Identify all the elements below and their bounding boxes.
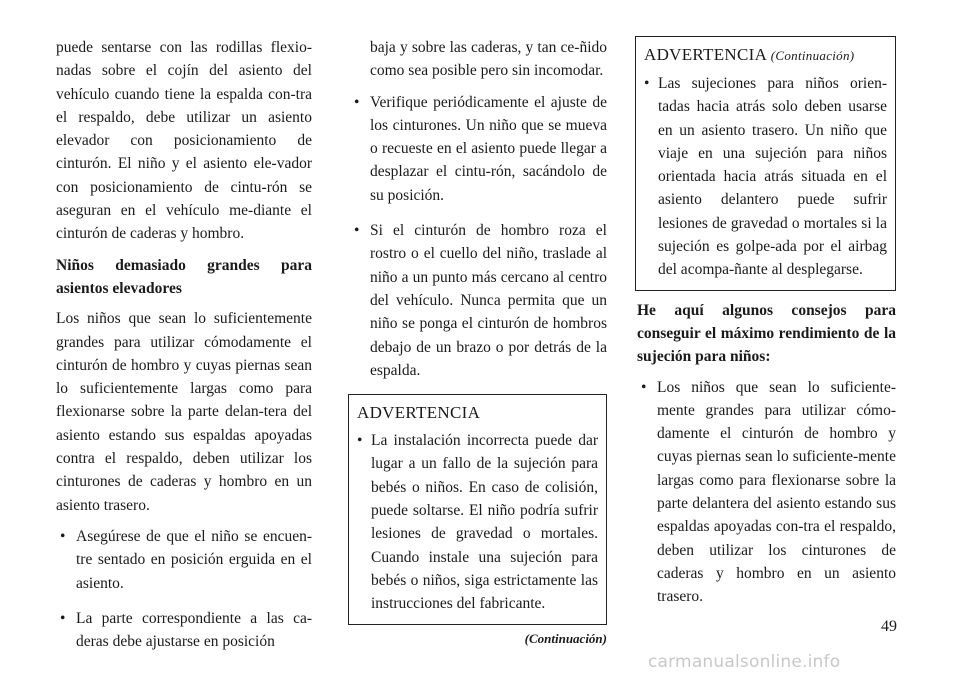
bullet-icon: •: [354, 93, 360, 111]
section-heading: Niños demasiado grandes para asientos elevadores: [56, 256, 312, 297]
bullet-list: [637, 376, 896, 609]
list-item-text: Verifique periódicamente el ajuste de los cinturones. Un niño que se mueva o recueste en el asiento puede llegar a desplazar el cintu-rón, sacándolo de su posición.: [370, 93, 607, 204]
list-item-text: Asegúrese de que el niño se encuen-tre sentado en posición erguida en el asiento.: [76, 527, 312, 592]
warning-title: ADVERTENCIA: [357, 403, 481, 423]
column-left: [56, 36, 312, 665]
continued-label: (Continuación): [524, 630, 607, 646]
paragraph-continued: puede sentarse con las rodillas flexio-nadas sobre el cojín del asiento del vehículo cuando tiene la espalda con-tra el respaldo, debe utilizar un asiento elevador con posicionamiento de cinturón. El niño y el asiento ele-vador con posicionamiento de cintu-rón se aseguran en el vehículo me-diante el cinturón de caderas y hombro.: [56, 39, 312, 243]
bullet-icon: •: [357, 432, 363, 450]
bullet-icon: •: [60, 527, 66, 545]
warning-text: La instalación incorrecta puede dar lugar a un fallo de la sujeción para bebés o niños. En caso de colisión, puede soltarse. El niño podría sufrir lesiones de gravedad o mortales. Cuando instale una sujeción para bebés o niños, siga estrictamente las instrucciones del fabricante.: [371, 432, 598, 613]
section-heading: He aquí algunos consejos para conseguir el máximo rendimiento de la sujeción para niños:: [637, 301, 896, 366]
warning-box-continued: [635, 36, 896, 291]
warning-item: [357, 429, 598, 615]
page-number: 49: [881, 618, 897, 635]
warning-subtitle: (Continuación): [770, 48, 855, 63]
list-item: [637, 376, 896, 609]
paragraph: Los niños que sean lo suficientemente grandes para utilizar cómodamente el cinturón de hombro y cuyas piernas sean lo suficientemente largas como para flexionarse sobre la parte delan-tera del asiento estando sus espaldas apoyadas contra el respaldo, deben utilizar los cinturones de caderas y hombro en un asiento trasero.: [56, 310, 312, 514]
list-item: [56, 607, 312, 654]
bullet-icon: •: [644, 75, 650, 92]
warning-text: Las sujeciones para niños orien-tadas hacia atrás solo deben usarse en un asiento trasero. Un niño que viaje en una sujeción para niños orientada hacia atrás situada en el asiento delantero puede sufrir lesiones de gravedad o mortales si la sujeción es golpe-ada por el airbag del acompa-ñante al desplegarse.: [658, 75, 887, 279]
warning-list: [357, 429, 598, 615]
warning-box: [348, 394, 607, 624]
list-item-text: Los niños que sean lo suficiente-mente grandes para utilizar cómo-damente el cinturón de hombro y cuyas piernas sean lo suficiente-mente largas como para flexionarse sobre la parte delantera del asiento estando sus espaldas apoyadas con-tra el respaldo, deben utilizar los cinturones de caderas y hombro en un asiento trasero.: [657, 378, 896, 606]
column-middle: [350, 36, 607, 650]
list-item-text: Si el cinturón de hombro roza el rostro o el cuello del niño, traslade al niño a un punto más cercano al centro del vehículo. Nunca permita que un niño se ponga el cinturón de hombros debajo de un brazo o por detrás de la espalda.: [370, 222, 607, 379]
warning-title: [644, 43, 887, 68]
list-item: [56, 525, 312, 595]
list-item-text: La parte correspondiente a las ca-deras debe ajustarse en posición: [76, 609, 312, 651]
bullet-list: [56, 525, 312, 653]
list-item: [350, 91, 607, 207]
list-item: [350, 219, 607, 382]
bullet-icon: •: [641, 378, 647, 396]
bullet-icon: •: [60, 609, 66, 627]
bullet-icon: •: [354, 222, 360, 240]
warning-list: [644, 72, 887, 282]
bullet-list: [350, 91, 607, 383]
warning-item: [644, 72, 887, 282]
column-right: [637, 36, 896, 621]
paragraph-continued: baja y sobre las caderas, y tan ce-ñido como sea posible pero sin incomodar.: [370, 39, 607, 80]
warning-title-text: ADVERTENCIA: [644, 45, 767, 64]
watermark: carmanualsonline.info: [648, 652, 841, 672]
